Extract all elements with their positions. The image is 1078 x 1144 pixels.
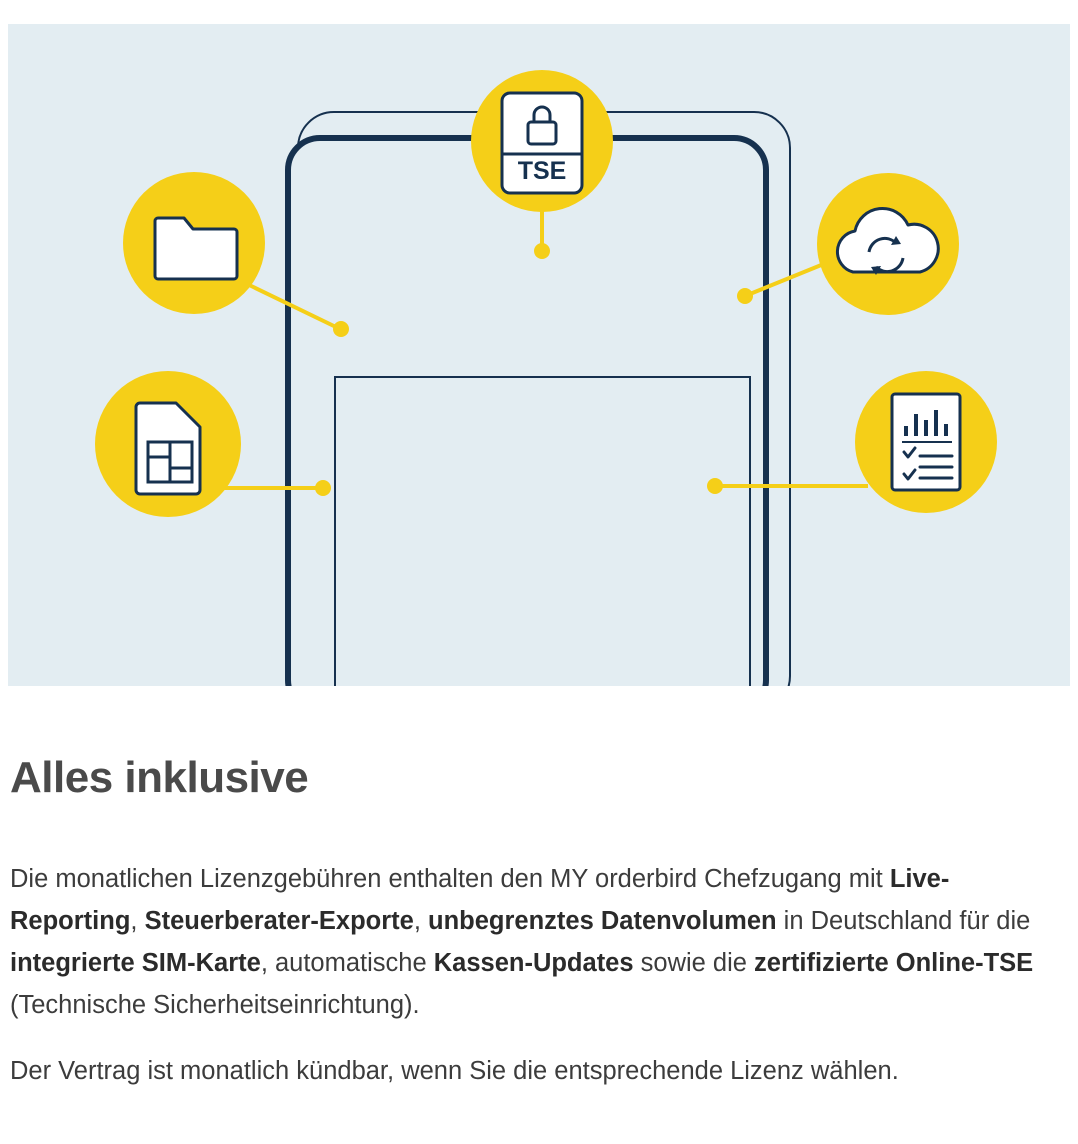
sim-card-icon <box>95 371 241 517</box>
report-chart-icon <box>855 371 997 513</box>
content-section <box>0 686 1078 1092</box>
plain-text: , <box>413 907 429 936</box>
plain-text: , <box>130 907 145 936</box>
plain-text: , automatische <box>260 949 434 978</box>
emphasized-text: unbegrenztes Datenvolumen <box>428 907 777 936</box>
plain-text: sowie die <box>633 949 755 978</box>
emphasized-text: zertifizierte Online-TSE <box>754 949 1034 978</box>
folder-icon <box>123 172 265 314</box>
emphasized-text: Kassen-Updates <box>433 949 634 978</box>
plain-text: in Deutschland für die <box>776 907 1031 936</box>
plain-text: (Technische Sicherheitseinrichtung). <box>10 991 420 1020</box>
hero-svg <box>8 24 1070 686</box>
emphasized-text: integrierte SIM-Karte <box>10 949 261 978</box>
emphasized-text: Live-Reporting <box>10 865 950 936</box>
cloud-sync-icon <box>817 173 959 315</box>
tse-label: TSE <box>517 157 567 185</box>
page-title: Alles inklusive <box>10 753 309 802</box>
emphasized-text: Steuerberater-Exporte <box>144 907 414 936</box>
tablet-screen <box>335 377 750 686</box>
plain-text: Die monatlichen Lizenzgebühren enthalten den MY orderbird Chefzugang mit <box>10 865 890 894</box>
body-paragraph-1 <box>0 802 1078 1026</box>
lock-tse-icon <box>471 70 613 212</box>
body-paragraph-2: Der Vertrag ist monatlich kündbar, wenn Sie die entsprechende Lizenz wählen. <box>10 1057 899 1086</box>
hero-illustration-canvas <box>8 24 1070 686</box>
